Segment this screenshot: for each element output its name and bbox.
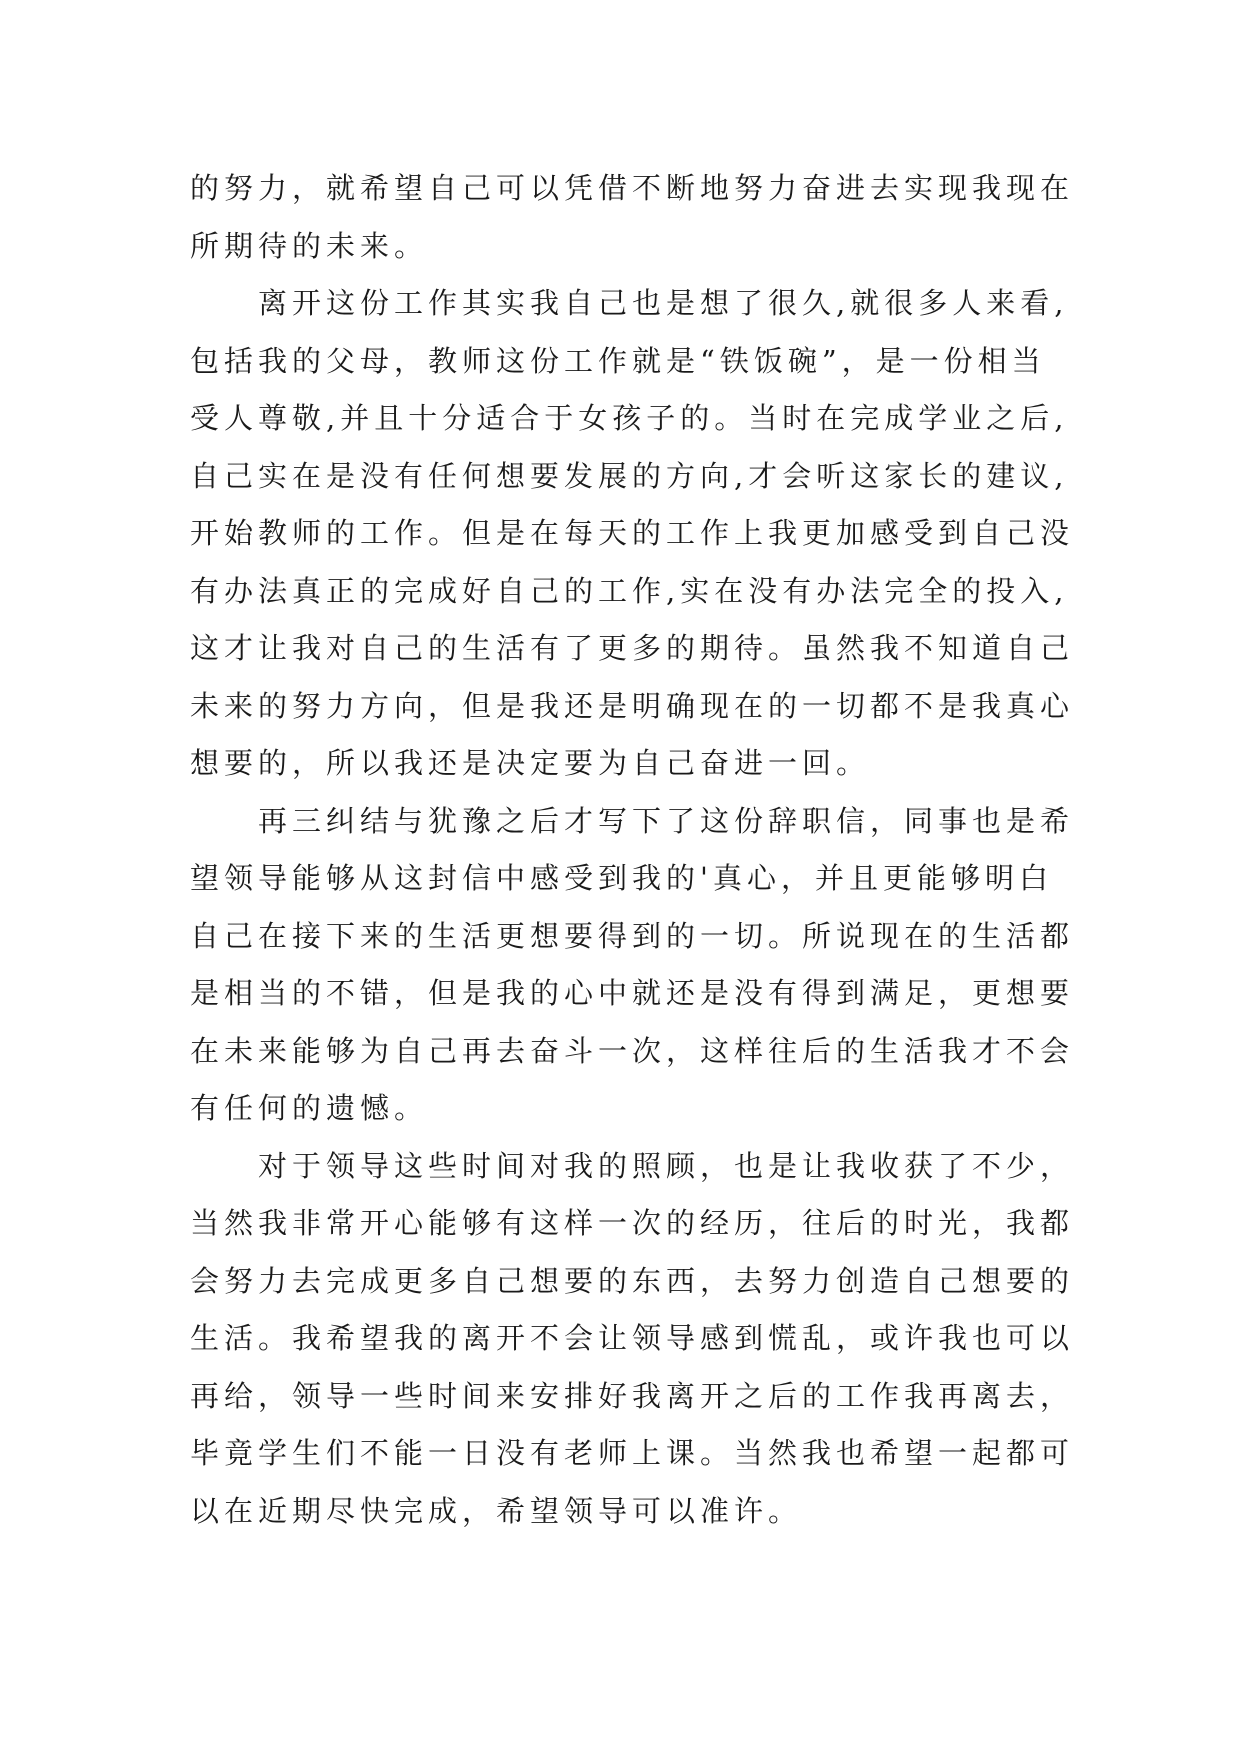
text-line: 会努力去完成更多自己想要的东西，去努力创造自己想要的 bbox=[190, 1263, 1075, 1298]
document-body bbox=[190, 160, 1090, 1540]
text-line: 是相当的不错，但是我的心中就还是没有得到满足，更想要 bbox=[190, 976, 1075, 1010]
paragraph-4 bbox=[190, 1138, 1090, 1541]
text-line: 受人尊敬,并且十分适合于女孩子的。当时在完成学业之后, bbox=[190, 401, 1069, 435]
text-line: 的努力，就希望自己可以凭借不断地努力奋进去实现我现在 bbox=[190, 171, 1075, 205]
text-line: 自己在接下来的生活更想要得到的一切。所说现在的生活都 bbox=[190, 918, 1075, 953]
text-line: 离开这份工作其实我自己也是想了很久,就很多人来看, bbox=[258, 286, 1069, 320]
text-line: 包括我的父母，教师这份工作就是“铁饭碗”，是一份相当 bbox=[190, 343, 1046, 378]
text-line: 所期待的未来。 bbox=[190, 228, 429, 263]
paragraph-3 bbox=[190, 793, 1090, 1138]
text-line: 再给，领导一些时间来安排好我离开之后的工作我再离去， bbox=[190, 1378, 1075, 1413]
paragraph-2 bbox=[190, 275, 1090, 793]
text-line: 当然我非常开心能够有这样一次的经历，往后的时光，我都 bbox=[190, 1206, 1075, 1240]
text-line: 再三纠结与犹豫之后才写下了这份辞职信，同事也是希 bbox=[258, 803, 1075, 838]
text-line: 有任何的遗憾。 bbox=[190, 1091, 429, 1125]
text-line: 生活。我希望我的离开不会让领导感到慌乱，或许我也可以 bbox=[190, 1321, 1075, 1355]
text-line: 自己实在是没有任何想要发展的方向,才会听这家长的建议, bbox=[190, 458, 1069, 493]
text-line: 望领导能够从这封信中感受到我的'真心，并且更能够明白 bbox=[190, 861, 1053, 895]
text-line: 对于领导这些时间对我的照顾，也是让我收获了不少， bbox=[258, 1148, 1075, 1183]
text-line: 在未来能够为自己再去奋斗一次，这样往后的生活我才不会 bbox=[190, 1033, 1075, 1068]
text-line: 有办法真正的完成好自己的工作,实在没有办法完全的投入, bbox=[190, 573, 1069, 608]
text-line: 毕竟学生们不能一日没有老师上课。当然我也希望一起都可 bbox=[190, 1436, 1075, 1470]
text-line: 未来的努力方向，但是我还是明确现在的一切都不是我真心 bbox=[190, 688, 1075, 723]
paragraph-1 bbox=[190, 160, 1090, 275]
text-line: 开始教师的工作。但是在每天的工作上我更加感受到自己没 bbox=[190, 516, 1075, 550]
text-line: 这才让我对自己的生活有了更多的期待。虽然我不知道自己 bbox=[190, 631, 1075, 665]
text-line: 以在近期尽快完成，希望领导可以准许。 bbox=[190, 1493, 803, 1528]
text-line: 想要的，所以我还是决定要为自己奋进一回。 bbox=[190, 746, 871, 780]
